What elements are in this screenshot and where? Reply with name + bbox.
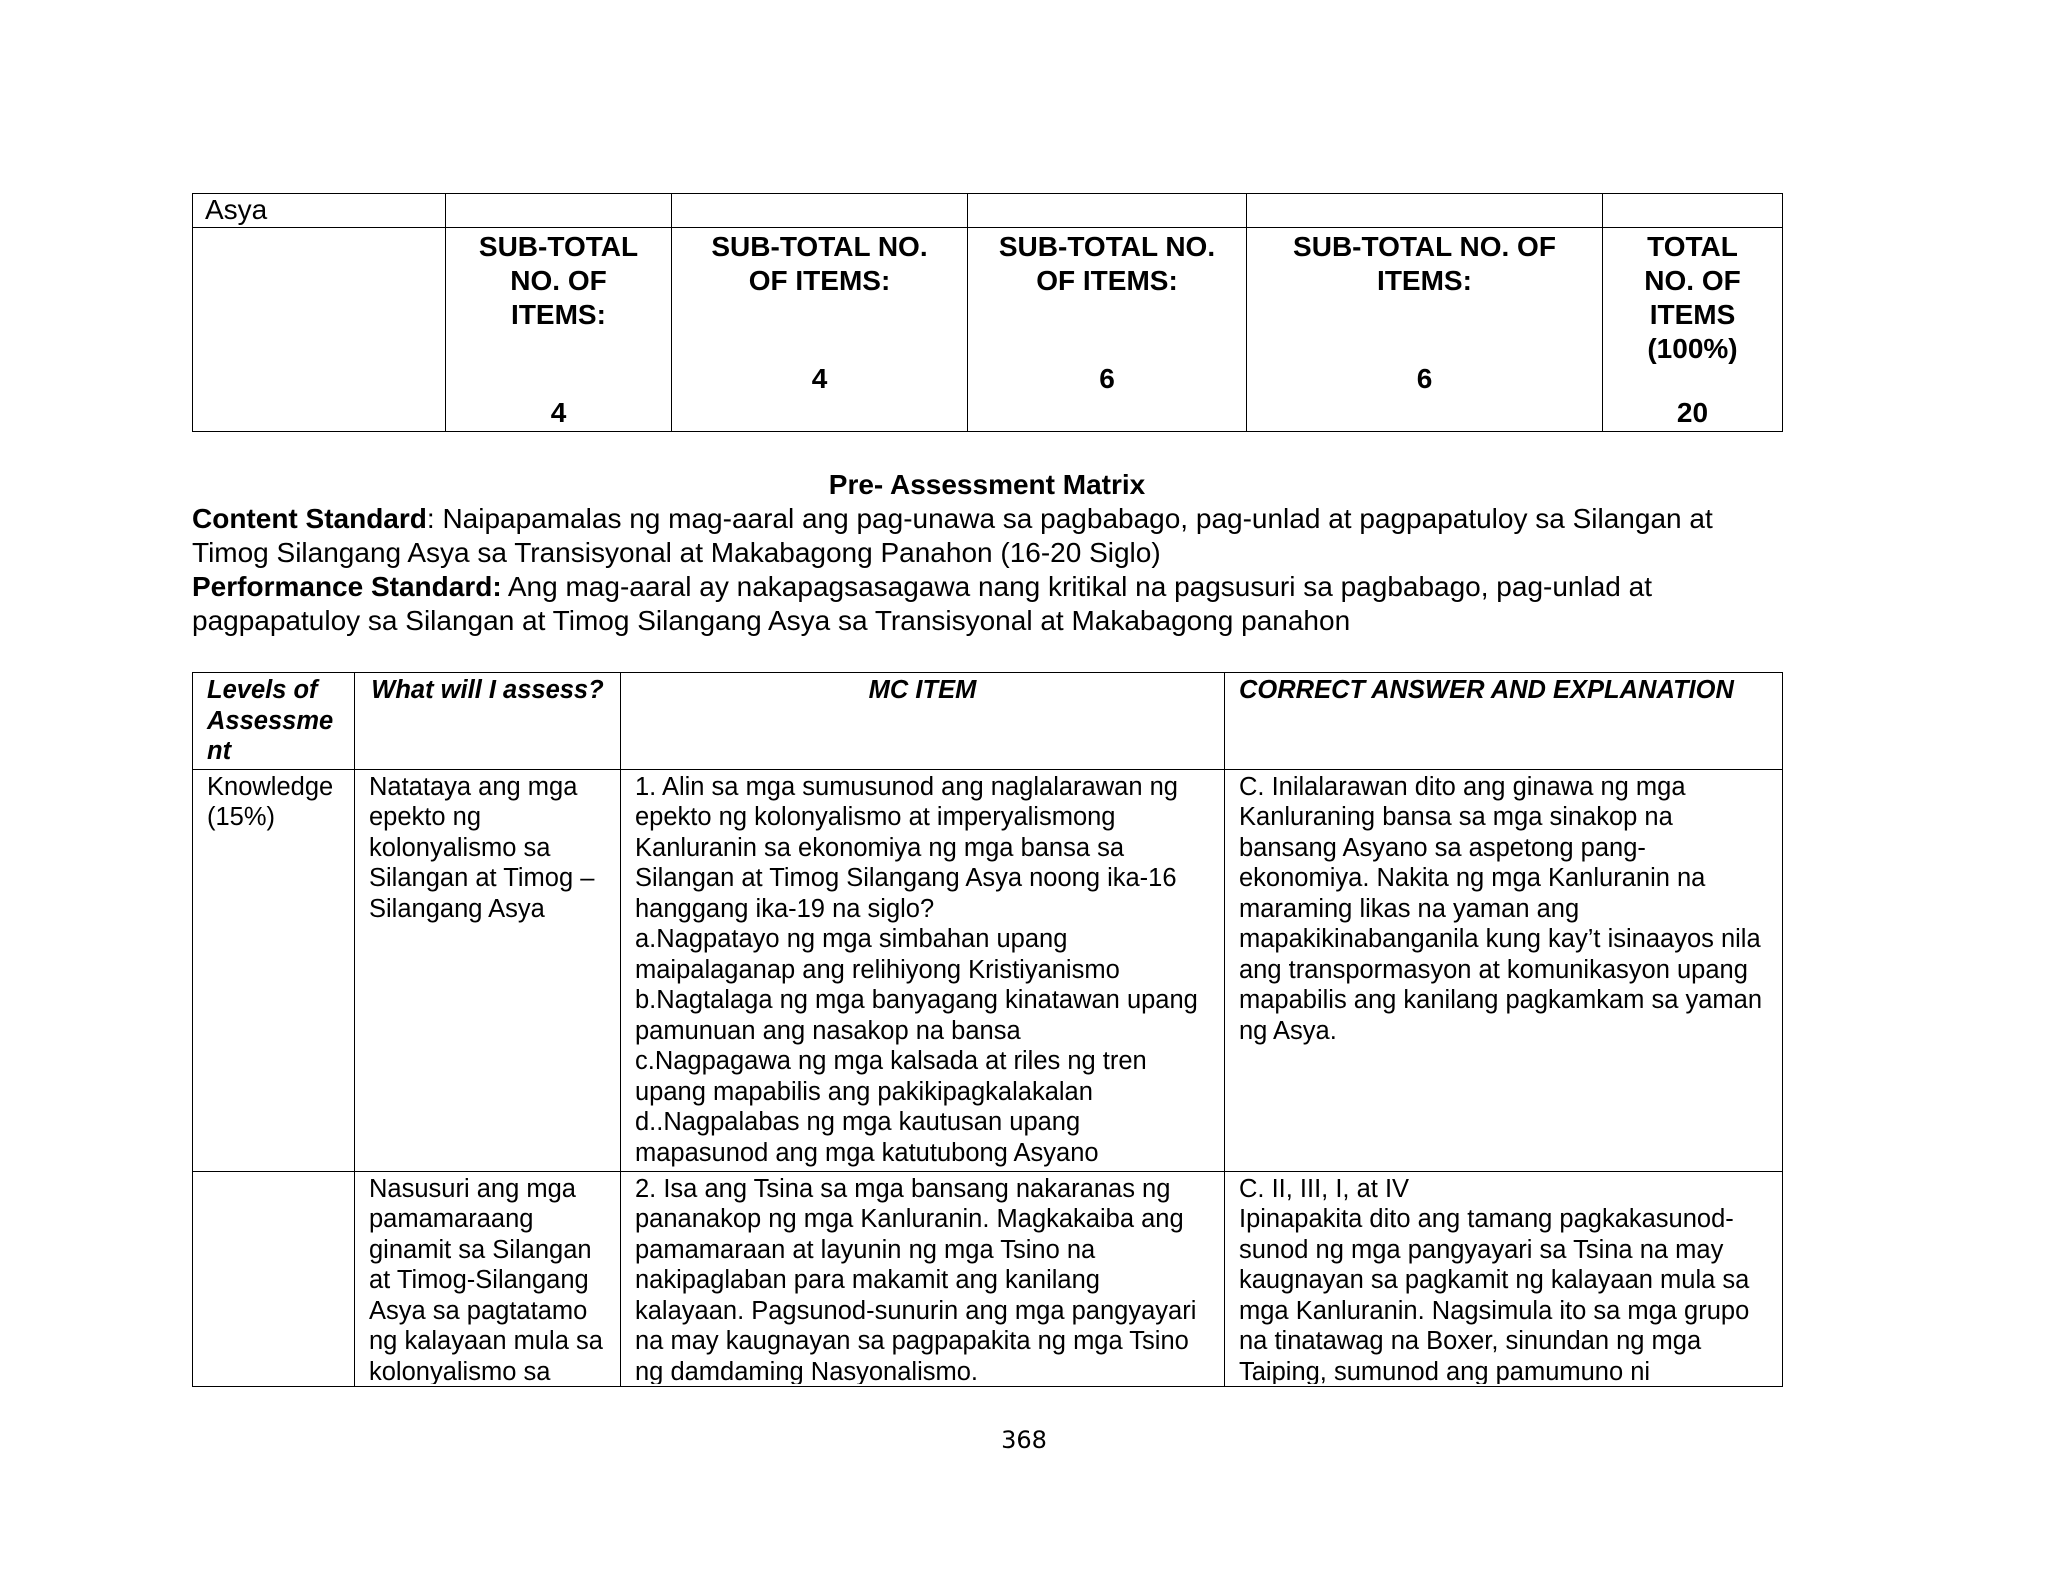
answer-text: Ipinapakita dito ang tamang pagkakasunod-sunod ng mga pangyayari sa Tsina na may kaugnayan sa pagkamit ng kalayaan mula sa mga Kanluranin. Nagsimula ito sa mga grupo na tinatawag na Boxer, sinundan ng mga Taiping, sumunod ang pamumuno ni [1239,1205,1750,1384]
answer-key: C. II, III, I, at IV [1239,1174,1410,1203]
answer-cell [1225,1171,1783,1386]
header-mc-item: MC ITEM [621,673,1225,770]
answer-text: C. Inilalarawan dito ang ginawa ng mga Kanluraning bansa sa mga sinakop na bansang Asyano sa aspetong pang-ekonomiya. Nakita ng mga Kanluranin na maraming likas na yaman ang mapakikinabanganila kung kay’t isinaayos nila ang transpormasyon at komunikasyon upang mapabilis ang kanilang pagkamkam sa yaman ng Asya. [1239,772,1763,1045]
question-text: 1. Alin sa mga sumusunod ang naglalarawan ng epekto ng kolonyalismo at imperyalismong Kanluranin sa ekonomiya ng mga bansa sa Silangan at Timog Silangang Asya noong ika-16 hanggang ika-19 na siglo? [635,772,1178,923]
subtotal-cell-4 [1247,228,1603,432]
choice-d: d..Nagpalabas ng mga kautusan upang mapasunod ang mga katutubong Asyano [635,1108,1099,1167]
page-number: 368 [1001,1426,1047,1454]
subtotal-cell-1 [446,228,672,432]
content-standard-text: : Naipapamalas ng mag-aaral ang pag-unawa sa pagbabago, pag-unlad at pagpapatuloy sa Silangan at Timog Silangang Asya sa Transisyonal at Makabagong Panahon (16-20 Siglo) [192,503,1713,568]
table-row [193,1171,1783,1386]
assess-cell [355,1171,621,1386]
mc-item-cell [621,1171,1225,1386]
empty-cell [193,228,446,432]
answer-block [1239,1174,1768,1384]
level-cell: Knowledge (15%) [193,769,355,1171]
empty-cell [1247,194,1603,228]
assessment-matrix-table [192,672,1783,1387]
empty-cell [672,194,968,228]
header-correct-answer: CORRECT ANSWER AND EXPLANATION [1225,673,1783,770]
choice-b: b.Nagtalaga ng mga banyagang kinatawan upang pamunuan ang nasakop na bansa [635,986,1198,1045]
performance-standard [192,570,1792,638]
subtotal-header-row [193,194,1783,228]
subtotal-value: 4 [811,363,828,394]
subtotal-table [192,193,1783,432]
subtotal-label: SUB-TOTAL NO. OF ITEMS: [711,231,928,296]
answer-cell [1225,769,1783,1171]
total-value: 20 [1676,397,1709,428]
performance-standard-label: Performance Standard: [192,571,502,602]
subtotal-label: SUB-TOTAL NO. OF ITEMS: [1293,231,1556,296]
content-standard-label: Content Standard [192,503,427,534]
empty-cell [1603,194,1783,228]
matrix-header-row [193,673,1783,770]
table-row [193,769,1783,1171]
level-cell [193,1171,355,1386]
subtotal-cell-2 [672,228,968,432]
choice-a: a.Nagpatayo ng mga simbahan upang maipalaganap ang relihiyong Kristiyanismo [635,925,1120,984]
total-cell [1603,228,1783,432]
subtotal-row [193,228,1783,432]
total-label: TOTAL NO. OF ITEMS (100%) [1644,231,1741,364]
matrix-title: Pre- Assessment Matrix [828,469,1146,500]
region-label: Asya [193,194,446,228]
subtotal-value: 6 [1416,363,1433,394]
subtotal-value: 4 [550,397,567,428]
question-text: 2. Isa ang Tsina sa mga bansang nakaranas ng pananakop ng mga Kanluranin. Magkakaiba ang pamamaraan at layunin ng mga Tsino na nakipaglaban para makamit ang kanilang kalayaan. Pagsunod-sunurin ang mga pangyayari na may kaugnayan sa pagpapakita ng mga Tsino ng damdaming Nasyonalismo. [635,1174,1197,1384]
mc-item-cell [621,769,1225,1171]
subtotal-cell-3 [968,228,1247,432]
header-levels: Levels of Assessme nt [193,673,355,770]
assess-text: Nasusuri ang mga pamamaraang ginamit sa Silangan at Timog-Silangang Asya sa pagtatamo ng kalayaan mula sa kolonyalismo sa [369,1174,603,1384]
empty-cell [446,194,672,228]
subtotal-label: SUB-TOTAL NO. OF ITEMS: [478,231,639,330]
assess-cell: Natataya ang mga epekto ng kolonyalismo sa Silangan at Timog – Silangang Asya [355,769,621,1171]
subtotal-label: SUB-TOTAL NO. OF ITEMS: [998,231,1216,296]
empty-cell [968,194,1247,228]
choice-c: c.Nagpagawa ng mga kalsada at riles ng tren upang mapabilis ang pakikipagkalakalan [635,1047,1147,1106]
content-standard [192,502,1792,570]
header-what-assess: What will I assess? [355,673,621,770]
performance-standard-text: Ang mag-aaral ay nakapagsasagawa nang kritikal na pagsusuri sa pagbabago, pag-unlad at pagpapatuloy sa Silangan at Timog Silangang Asya sa Transisyonal at Makabagong panahon [192,571,1652,636]
subtotal-value: 6 [1099,363,1115,394]
